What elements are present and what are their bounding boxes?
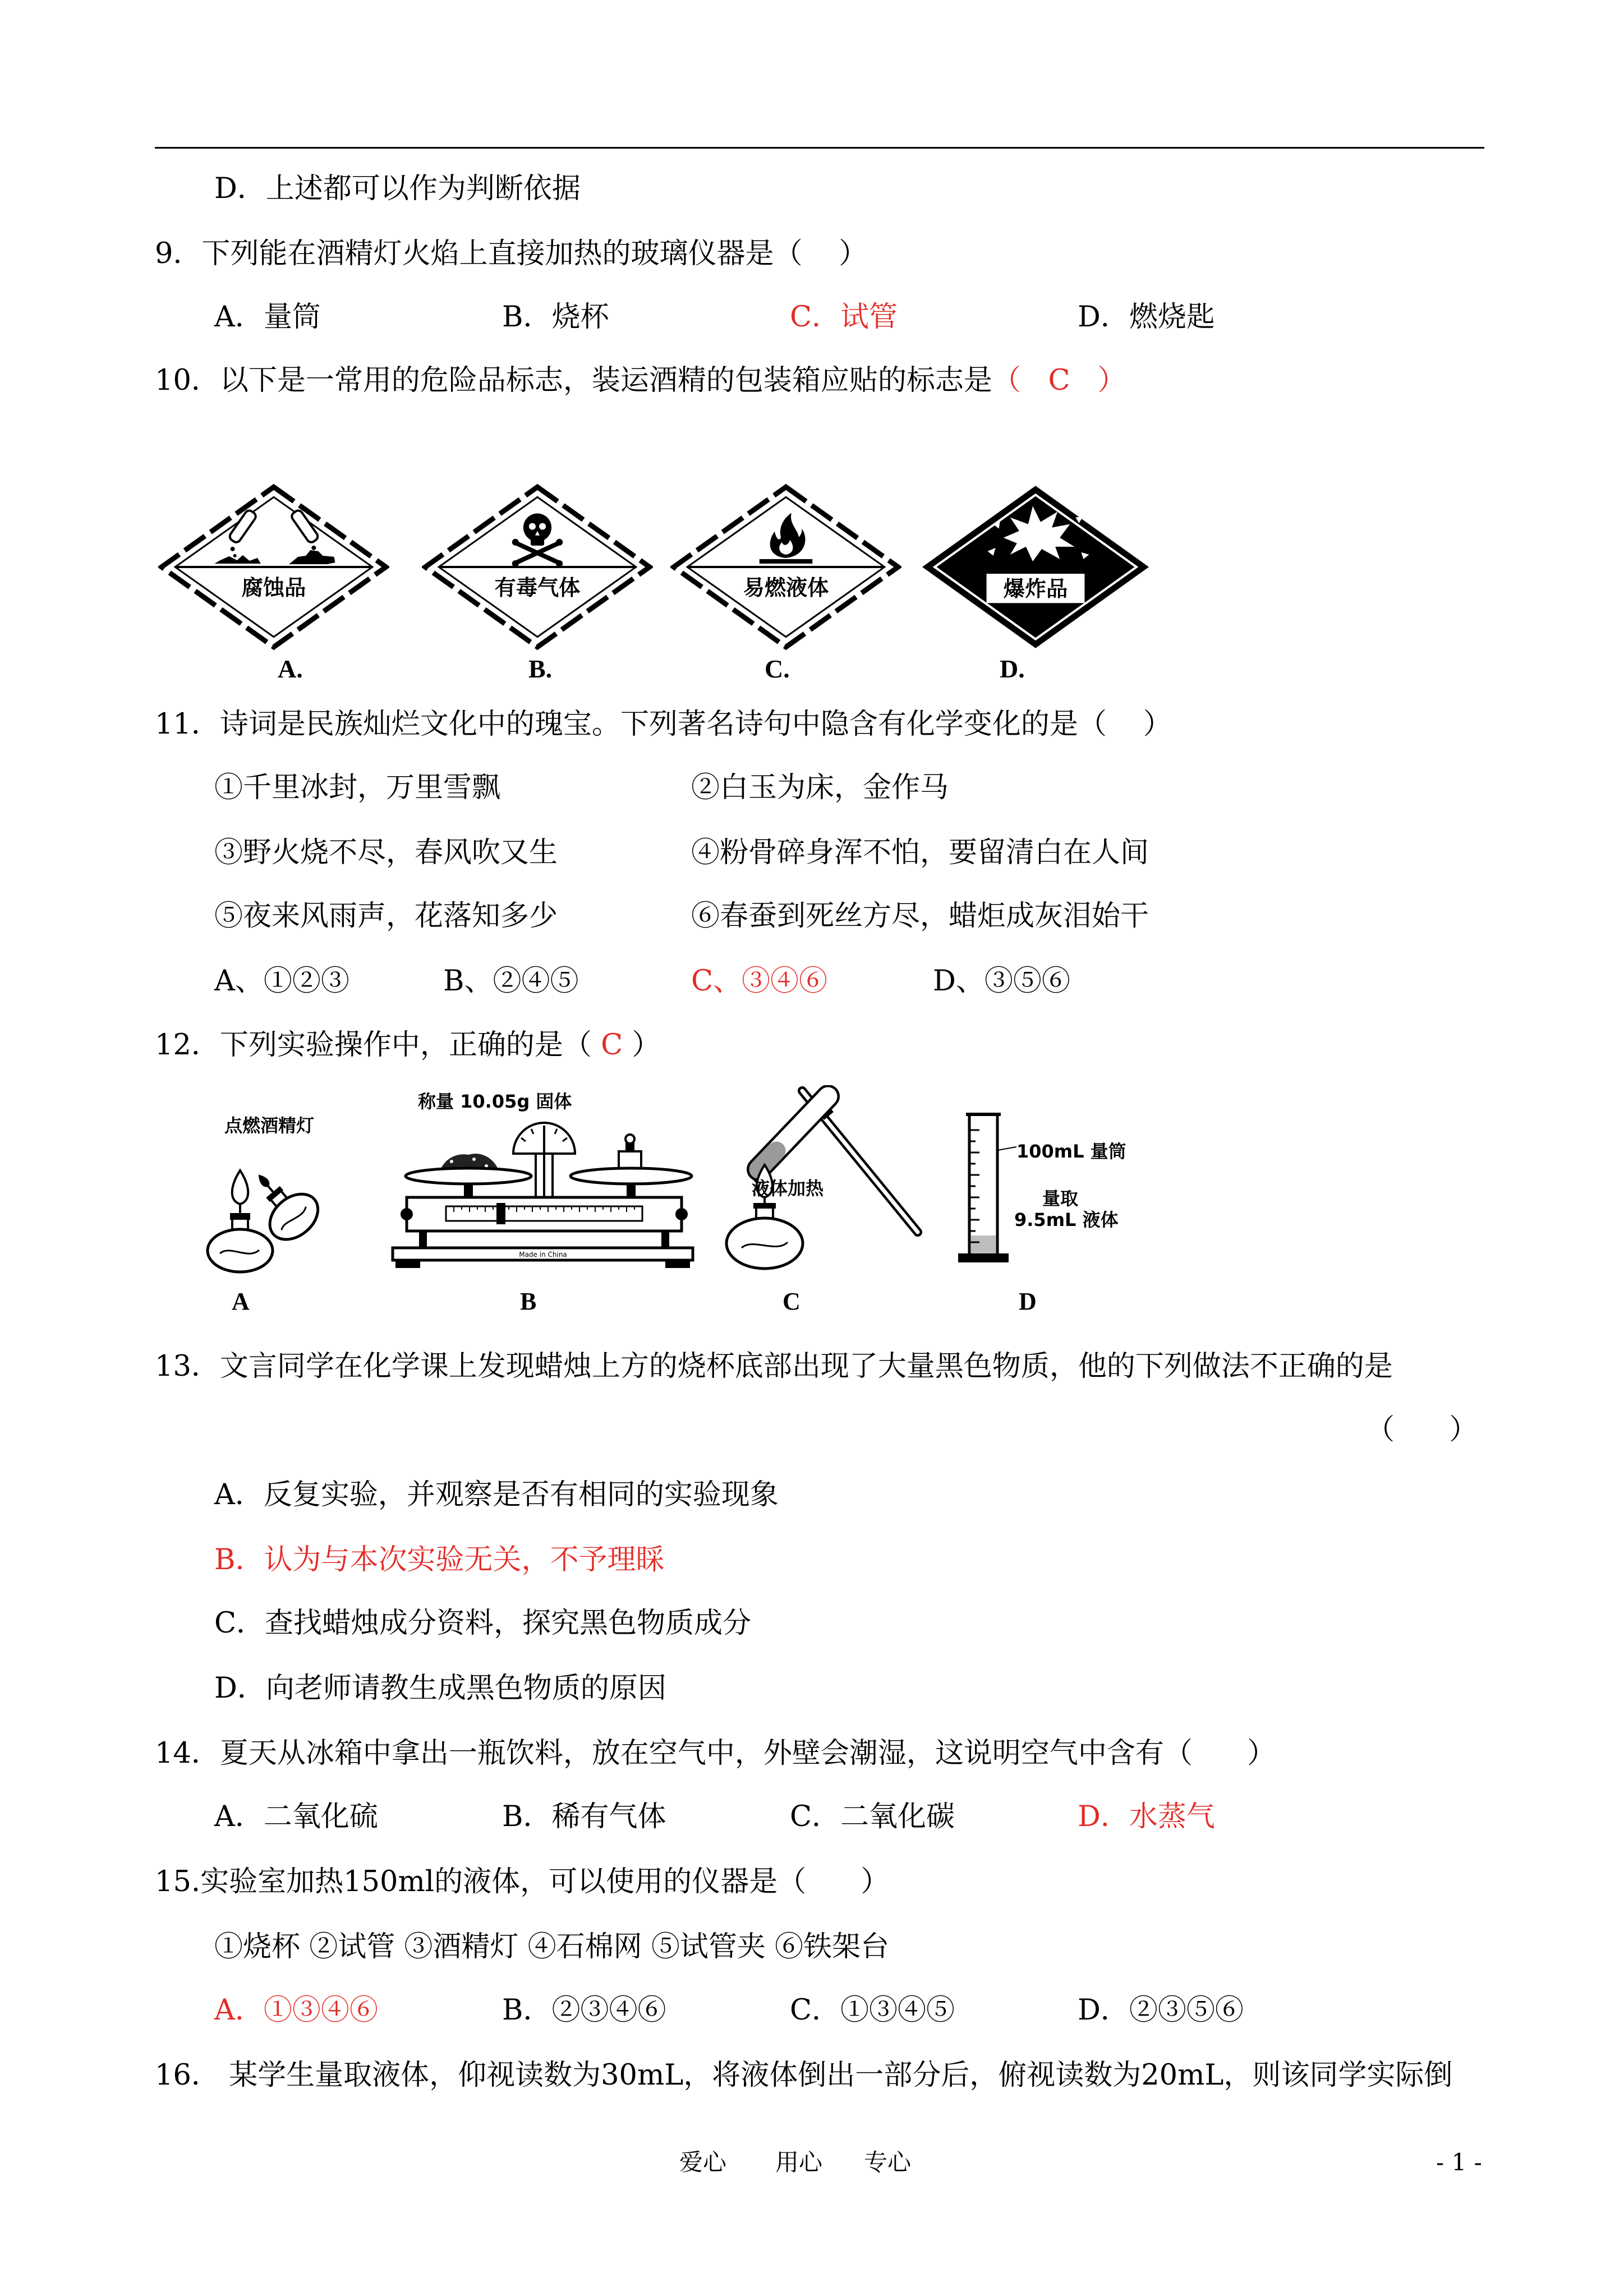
q14-option-a: A．二氧化硫 bbox=[214, 1800, 378, 1833]
figure-c-caption: 液体加热 bbox=[752, 1178, 824, 1199]
test-tube bbox=[758, 1096, 828, 1169]
q11-verse-1: ①千里冰封，万里雪飘 bbox=[214, 771, 501, 804]
q9-option-a: A．量筒 bbox=[214, 301, 321, 334]
q15-stem: 15.实验室加热150ml的液体，可以使用的仪器是（ ） bbox=[155, 1865, 890, 1898]
footer-motto-1: 爱心 bbox=[679, 2149, 727, 2176]
rider bbox=[496, 1203, 505, 1224]
header-rule bbox=[155, 147, 1484, 149]
q12-answer: C bbox=[601, 1029, 623, 1062]
q13-option-a: A．反复实验，并观察是否有相同的实验现象 bbox=[214, 1478, 779, 1511]
sign-label: 腐蚀品 bbox=[241, 576, 306, 601]
footer-motto-2: 用心 bbox=[775, 2149, 823, 2176]
flammable-liquid-sign bbox=[670, 483, 901, 651]
flame-icon bbox=[760, 513, 812, 564]
q10-answer: （ C ） bbox=[992, 364, 1126, 397]
q12-stem-end: ） bbox=[623, 1029, 661, 1062]
q11-verse-2: ②白玉为床，金作马 bbox=[691, 771, 949, 804]
figure-d-caption-volume: 9.5mL 液体 bbox=[1014, 1209, 1119, 1230]
figure-d-caption-measure: 量取 bbox=[1042, 1188, 1079, 1209]
q14-stem: 14．夏天从冰箱中拿出一瓶饮料，放在空气中，外壁会潮湿，这说明空气中含有（ ） bbox=[155, 1737, 1276, 1770]
balance-dial bbox=[513, 1123, 575, 1198]
left-pan bbox=[406, 1154, 531, 1198]
prev-question-option-d: D．上述都可以作为判断依据 bbox=[214, 172, 581, 205]
alcohol-lamp-lighting-figure bbox=[196, 1141, 337, 1276]
q9-option-b: B．烧杯 bbox=[502, 301, 609, 334]
q9-option-d: D．燃烧匙 bbox=[1078, 301, 1215, 334]
q15-option-b: B．②③④⑥ bbox=[502, 1994, 666, 2027]
q11-verse-5: ⑤夜来风雨声，花落知多少 bbox=[214, 900, 558, 933]
figure-letter-a: A bbox=[232, 1288, 250, 1315]
skull-crossbones-icon bbox=[512, 514, 563, 567]
figure-a-caption: 点燃酒精灯 bbox=[224, 1115, 315, 1136]
q10-stem-line bbox=[155, 364, 1126, 398]
sign-label: 爆炸品 bbox=[1003, 577, 1068, 602]
graduated-cylinder-figure bbox=[954, 1108, 1027, 1276]
q16-stem: 16． 某学生量取液体，仰视读数为30mL，将液体倒出一部分后，俯视读数为20mL，则该同学实际倒 bbox=[155, 2059, 1453, 2092]
balance-figure bbox=[384, 1113, 701, 1273]
flame-icon bbox=[232, 1170, 249, 1204]
liquid bbox=[971, 1235, 996, 1253]
figure-letter-b: B bbox=[520, 1288, 537, 1315]
sign-label: 易燃液体 bbox=[743, 576, 829, 601]
page-number: - 1 - bbox=[1436, 2149, 1482, 2176]
q13-answer-paren: （ ） bbox=[1366, 1413, 1478, 1446]
sign-letter-c: C. bbox=[765, 654, 790, 683]
footer-motto-3: 专心 bbox=[864, 2149, 912, 2176]
right-pan bbox=[571, 1135, 692, 1198]
sign-letter-b: B. bbox=[528, 654, 553, 683]
sign-letter-a: A. bbox=[278, 654, 303, 683]
liquid bbox=[758, 1151, 776, 1169]
q13-option-b-answer: B．认为与本次实验无关，不予理睬 bbox=[214, 1543, 665, 1576]
q9-stem: 9．下列能在酒精灯火焰上直接加热的玻璃仪器是（ ） bbox=[155, 237, 868, 270]
q11-option-c-answer: C、③④⑥ bbox=[691, 965, 828, 998]
toxic-gas-sign bbox=[422, 483, 653, 651]
q15-option-d: D．②③⑤⑥ bbox=[1078, 1994, 1244, 2027]
scale-bar bbox=[446, 1206, 642, 1221]
q14-option-d-answer: D．水蒸气 bbox=[1078, 1800, 1215, 1833]
q10-stem: 10．以下是一常用的危险品标志，装运酒精的包装箱应贴的标志是 bbox=[155, 364, 992, 397]
explosive-sign bbox=[920, 483, 1151, 651]
q13-option-d: D．向老师请教生成黑色物质的原因 bbox=[214, 1672, 666, 1705]
q11-option-d: D、③⑤⑥ bbox=[933, 965, 1070, 998]
q11-stem: 11．诗词是民族灿烂文化中的瑰宝。下列著名诗句中隐含有化学变化的是（ ） bbox=[155, 708, 1172, 741]
sign-background bbox=[922, 486, 1149, 648]
q11-option-b: B、②④⑤ bbox=[443, 965, 579, 998]
base-imprint: Made in China bbox=[519, 1251, 567, 1258]
q12-stem-line bbox=[155, 1029, 660, 1062]
figure-b-caption: 称量 10.05g 固体 bbox=[418, 1091, 572, 1112]
q15-option-c: C．①③④⑤ bbox=[790, 1994, 955, 2027]
q9-option-c-answer: C．试管 bbox=[790, 301, 898, 334]
sign-letter-d: D. bbox=[1000, 654, 1025, 683]
q14-option-b: B．稀有气体 bbox=[502, 1800, 666, 1833]
balance-base bbox=[393, 1248, 693, 1268]
corrosive-sign bbox=[158, 483, 389, 651]
q11-option-a: A、①②③ bbox=[214, 965, 349, 998]
figure-letter-d: D bbox=[1019, 1288, 1037, 1315]
q15-items: ①烧杯 ②试管 ③酒精灯 ④石棉网 ⑤试管夹 ⑥铁架台 bbox=[214, 1930, 890, 1963]
q11-verse-4: ④粉骨碎身浑不怕，要留清白在人间 bbox=[691, 836, 1149, 869]
q15-option-a-answer: A．①③④⑥ bbox=[214, 1994, 378, 2027]
q13-stem: 13．文言同学在化学课上发现蜡烛上方的烧杯底部出现了大量黑色物质，他的下列做法不正确的是 bbox=[155, 1350, 1393, 1383]
q12-stem: 12．下列实验操作中，正确的是（ bbox=[155, 1029, 601, 1062]
figure-d-caption-cylinder: 100mL 量筒 bbox=[1016, 1141, 1126, 1162]
q14-option-c: C．二氧化碳 bbox=[790, 1800, 955, 1833]
sign-label: 有毒气体 bbox=[494, 576, 581, 601]
q13-option-c: C．查找蜡烛成分资料，探究黑色物质成分 bbox=[214, 1607, 752, 1640]
balance-frame bbox=[401, 1197, 688, 1249]
q11-verse-3: ③野火烧不尽，春风吹又生 bbox=[214, 836, 558, 869]
figure-letter-c: C bbox=[783, 1288, 801, 1315]
q11-verse-6: ⑥春蚕到死丝方尽，蜡炬成灰泪始干 bbox=[691, 900, 1149, 933]
